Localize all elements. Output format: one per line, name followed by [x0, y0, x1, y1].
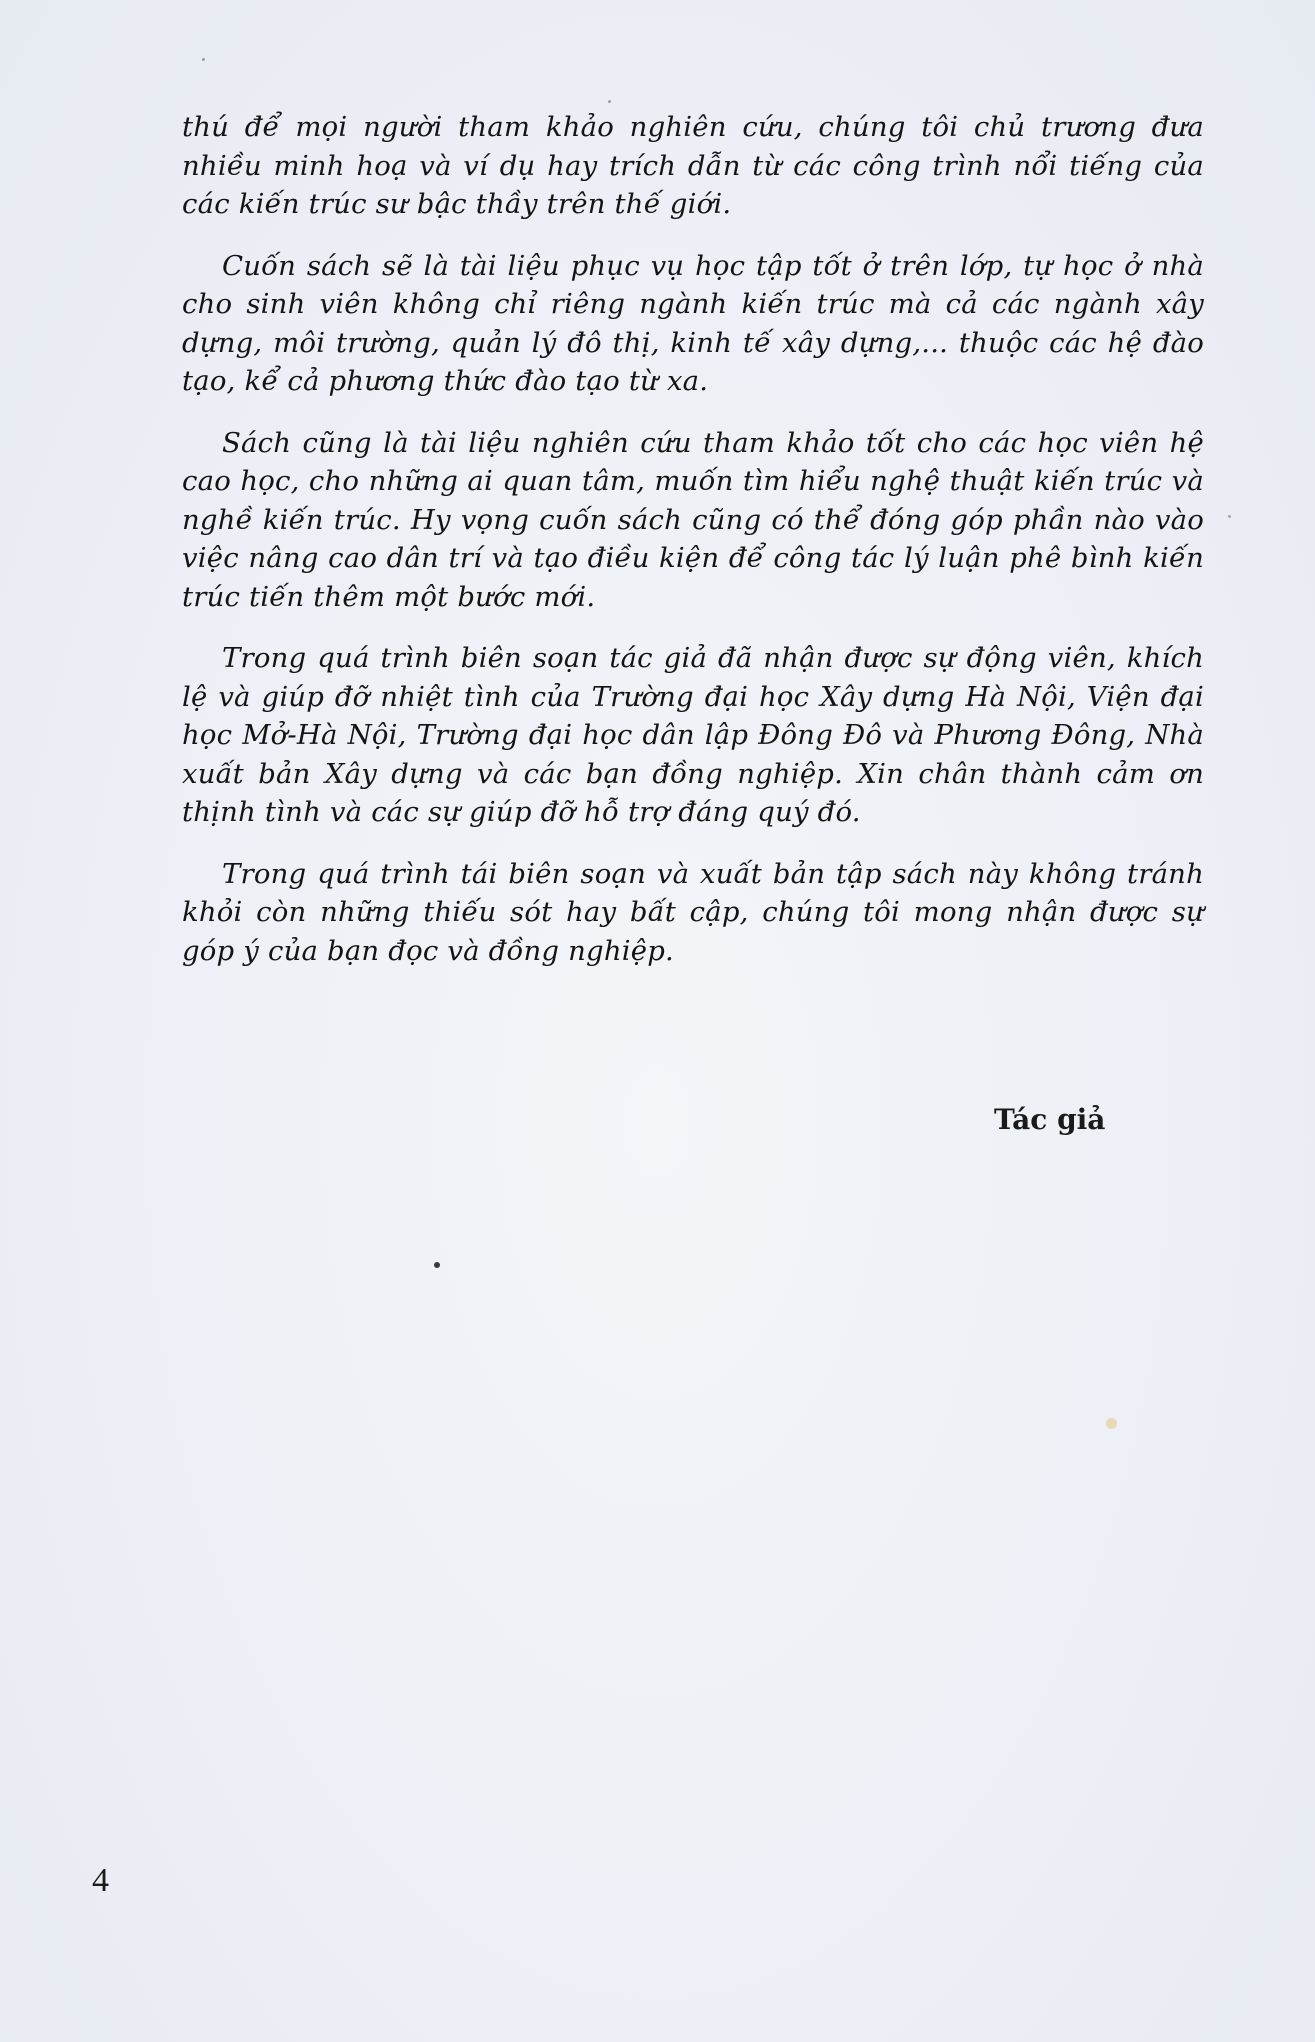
- page-number: 4: [92, 1862, 109, 1899]
- paper-speck: [434, 1262, 440, 1268]
- paragraph-5: Trong quá trình tái biên soạn và xuất bản tập sách này không tránh khỏi còn những thiếu sót hay bất cập, chúng tôi mong nhận được sự góp ý của bạn đọc và đồng nghiệp.: [182, 857, 1204, 967]
- author-signature: Tác giả: [994, 1103, 1106, 1136]
- paragraph-4: Trong quá trình biên soạn tác giả đã nhận được sự động viên, khích lệ và giúp đỡ nhiệt tình của Trường đại học Xây dựng Hà Nội, Viện đại học Mở-Hà Nội, Trường đại học dân lập Đông Đô và Phương Đông, Nhà xuất bản Xây dựng và các bạn đồng nghiệp. Xin chân thành cảm ơn thịnh tình và các sự giúp đỡ hỗ trợ đáng quý đó.: [182, 642, 1204, 828]
- paper-speck: [1228, 515, 1231, 518]
- paragraph-1: thú để mọi người tham khảo nghiên cứu, chúng tôi chủ trương đưa nhiều minh hoạ và ví dụ hay trích dẫn từ các công trình nổi tiếng của các kiến trúc sư bậc thầy trên thế giới.: [182, 111, 1204, 220]
- paragraph-3: Sách cũng là tài liệu nghiên cứu tham khảo tốt cho các học viên hệ cao học, cho những ai quan tâm, muốn tìm hiểu nghệ thuật kiến trúc và nghề kiến trúc. Hy vọng cuốn sách cũng có thể đóng góp phần nào vào việc nâng cao dân trí và tạo điều kiện để công tác lý luận phê bình kiến trúc tiến thêm một bước mới.: [182, 426, 1204, 613]
- paper-speck: [1106, 1418, 1117, 1429]
- body-text: [182, 108, 1204, 993]
- paper-speck: [608, 100, 611, 103]
- paper-speck: [202, 58, 205, 61]
- paragraph-2: Cuốn sách sẽ là tài liệu phục vụ học tập tốt ở trên lớp, tự học ở nhà cho sinh viên không chỉ riêng ngành kiến trúc mà cả các ngành xây dựng, môi trường, quản lý đô thị, kinh tế xây dựng,... thuộc các hệ đào tạo, kể cả phương thức đào tạo từ xa.: [182, 249, 1204, 397]
